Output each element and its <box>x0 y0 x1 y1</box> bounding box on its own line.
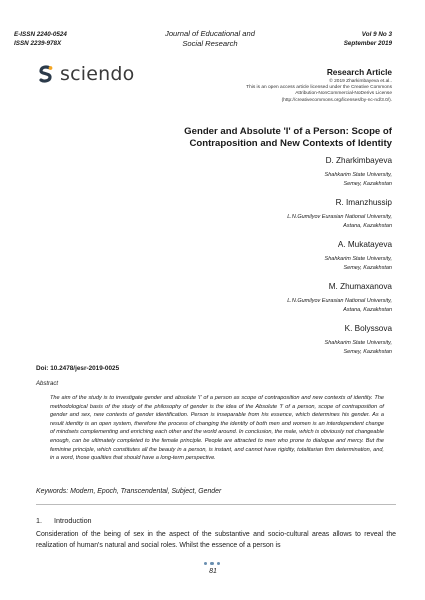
eissn-line: E-ISSN 2240-0524 <box>14 31 67 38</box>
keywords-line: Keywords: Modern, Epoch, Transcendental, Subject, Gender <box>36 488 222 495</box>
author-affiliation <box>182 213 392 231</box>
sciendo-s-icon <box>38 65 54 83</box>
abstract-text: The aim of the study is to investigate gender and absolute 'I' of a person as scope of contraposition and new contexts of identity. The methodological basis of the study of the philosophy of gender is the idea of the Absolute 'I' of a person, scope of contraposition of gender and sex, new contexts of gender identification. Person is inseparable from his essence, which determines his gender. As a result identity is an open system, therefore the process of changing the identity of both men and women is an interdependent change of mindsets complementing and enriching each other and the world around. In conclusion, the male, which is obviously not changeable enough, can be ultimately completed to the female principle. People are attracted to men who prone to dialogue and mercy. But the feminine principle, which constitutes all the beauty in a person, is instant, and cannot have rigidity, totalitarian firm determination, and, in a word, those qualities that should have a long-term perspective. <box>50 395 384 462</box>
author-name: A. Mukatayeva <box>337 240 392 249</box>
title-line-2: Contraposition and New Contexts of Identity <box>189 138 392 149</box>
abstract-heading: Abstract <box>36 381 59 387</box>
issue-date-line: September 2019 <box>343 40 392 47</box>
paper-title <box>132 126 392 150</box>
ornament-dot <box>217 562 220 565</box>
affiliation-line: Astana, Kazakhstan <box>343 307 392 314</box>
section-heading <box>36 516 92 525</box>
title-line-1: Gender and Absolute 'I' of a Person: Scope of <box>184 126 392 137</box>
section-divider <box>36 504 396 505</box>
body-paragraph: Consideration of the being of sex in the aspect of the substantive and socio-cultural areas allows to reveal the realization of human's natural and social roles. Whilst the essence of a person is <box>36 531 396 549</box>
volume-line: Vol 9 No 3 <box>361 31 392 38</box>
journal-title-line-2: Social Research <box>182 39 238 48</box>
author-affiliation <box>182 171 392 189</box>
doi-link[interactable]: Doi: 10.2478/jesr-2019-0025 <box>36 365 120 372</box>
license-line-1: This is an open access article licensed under the Creative Commons <box>246 85 392 91</box>
issn-block <box>14 30 67 48</box>
section-number: 1. <box>36 516 42 525</box>
publisher-logo <box>38 63 134 85</box>
page-number: 81 <box>209 568 217 575</box>
author-affiliation <box>182 297 392 315</box>
affiliation-line: Semey, Kazakhstan <box>343 349 392 356</box>
logo-wordmark: sciendo <box>60 63 135 85</box>
affiliation-line: Semey, Kazakhstan <box>343 181 392 188</box>
affiliation-line: Semey, Kazakhstan <box>343 265 392 272</box>
license-link[interactable]: (http://creativecommons.org/licenses/by-nc-nd/3.0/). <box>281 97 392 103</box>
issn-line: ISSN 2239-978X <box>14 40 62 47</box>
ornament-dot <box>210 562 213 565</box>
affiliation-line: Shahkarim State University, <box>324 340 392 346</box>
author-name: M. Zhumaxanova <box>328 282 392 291</box>
license-line-2: Attribution-NonCommercial-NoDerivs License <box>295 91 392 97</box>
page-ornament <box>204 562 220 565</box>
affiliation-line: Astana, Kazakhstan <box>343 223 392 230</box>
author-name: K. Bolyssova <box>344 324 392 333</box>
affiliation-line: L.N.Gumilyov Eurasian National University, <box>287 214 392 220</box>
author-affiliation <box>182 339 392 357</box>
affiliation-line: Shahkarim State University, <box>324 256 392 262</box>
journal-title <box>150 29 270 49</box>
license-notice <box>192 79 392 104</box>
section-title: Introduction <box>54 516 92 525</box>
affiliation-line: Shahkarim State University, <box>324 172 392 178</box>
author-name: D. Zharkimbayeva <box>325 156 392 165</box>
author-affiliation <box>182 255 392 273</box>
author-name: R. Imanzhussip <box>335 198 392 207</box>
volume-block <box>344 30 392 48</box>
copyright-line: © 2019 Zharkimbayeva et.al.. <box>329 79 392 84</box>
ornament-dot <box>204 562 207 565</box>
journal-title-line-1: Journal of Educational and <box>165 29 255 38</box>
article-type: Research Article <box>326 67 392 77</box>
affiliation-line: L.N.Gumilyov Eurasian National University, <box>287 298 392 304</box>
